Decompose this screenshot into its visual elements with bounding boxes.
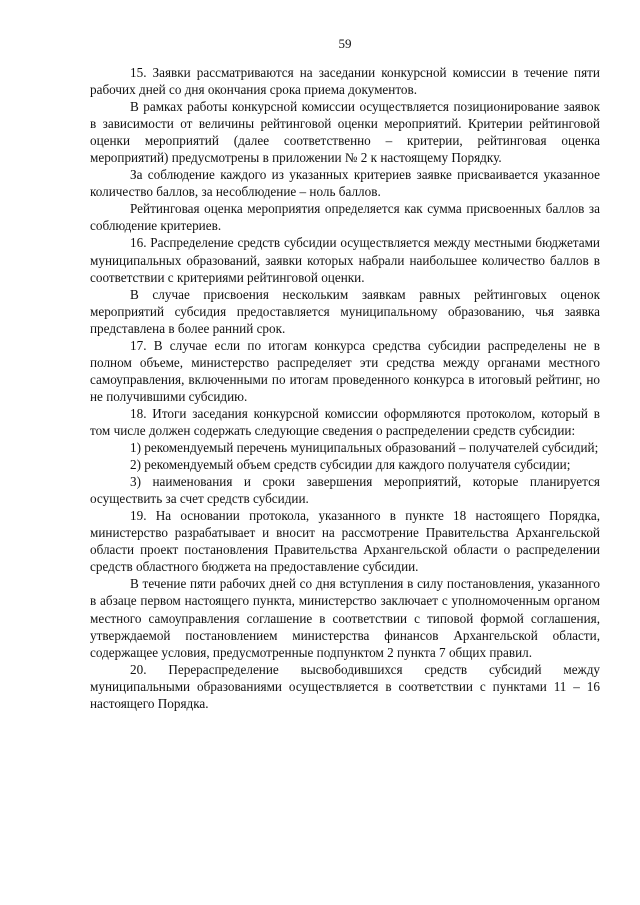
paragraph-equal-ratings: В случае присвоения нескольким заявкам равных рейтинговых оценок мероприятий субсидия предоставляется муниципальному образованию, чья заявка представлена в более ранний срок. <box>90 286 600 336</box>
list-item-1: 1) рекомендуемый перечень муниципальных образований – получателей субсидий; <box>130 440 599 456</box>
page-number: 59 <box>338 36 352 51</box>
document-body <box>90 64 600 712</box>
paragraph-17: 17. В случае если по итогам конкурса средства субсидии распределены не в полном объеме, министерство распределяет эти средства между органами местного самоуправления, включенными по итогам проведенного конкурса в итоговый рейтинг, но не получившими субсидию. <box>90 337 600 404</box>
paragraph-16: 16. Распределение средств субсидии осуществляется между местными бюджетами муниципальных образований, заявки которых набрали наибольшее количество баллов в соответствии с критериями рейтинговой оценки. <box>90 235 600 285</box>
paragraph-19: 19. На основании протокола, указанного в пункте 18 настоящего Порядка, министерство разрабатывает и вносит на рассмотрение Правительства Архангельской области проект постановления Правительства Архангельской области о распределении средств областного бюджета на предоставление субсидии. <box>90 508 600 575</box>
paragraph-ranking: В рамках работы конкурсной комиссии осуществляется позиционирование заявок в зависимости от величины рейтинговой оценки мероприятий. Критерии рейтинговой оценки мероприятий (далее соответственно – критерии, рейтинговая оценка мероприятий) предусмотрены в приложении № 2 к настоящему Порядку. <box>90 99 600 166</box>
list-item-2: 2) рекомендуемый объем средств субсидии для каждого получателя субсидии; <box>130 457 571 473</box>
paragraph-15: 15. Заявки рассматриваются на заседании конкурсной комиссии в течение пяти рабочих дней со дня окончания срока приема документов. <box>90 65 600 98</box>
paragraph-rating-sum: Рейтинговая оценка мероприятия определяется как сумма присвоенных баллов за соблюдение критериев. <box>90 201 600 234</box>
paragraph-20: 20. Перераспределение высвободившихся средств субсидий между муниципальными образованиями осуществляется в соответствии с пунктами 11 – 16 настоящего Порядка. <box>90 661 600 711</box>
paragraph-agreement: В течение пяти рабочих дней со дня вступления в силу постановления, указанного в абзаце первом настоящего пункта, министерство заключает с уполномоченным органом местного самоуправления соглашение в соответствии с типовой формой соглашения, утверждаемой постановлением министерства финансов Архангельской области, содержащее условия, предусмотренные подпунктом 2 пункта 7 общих правил. <box>90 576 600 660</box>
paragraph-points: За соблюдение каждого из указанных критериев заявке присваивается указанное количество баллов, за несоблюдение – ноль баллов. <box>90 167 600 200</box>
paragraph-18: 18. Итоги заседания конкурсной комиссии оформляются протоколом, который в том числе должен содержать следующие сведения о распределении средств субсидии: <box>90 405 600 438</box>
list-item-3: 3) наименования и сроки завершения мероприятий, которые планируется осуществить за счет средств субсидии. <box>90 474 600 507</box>
